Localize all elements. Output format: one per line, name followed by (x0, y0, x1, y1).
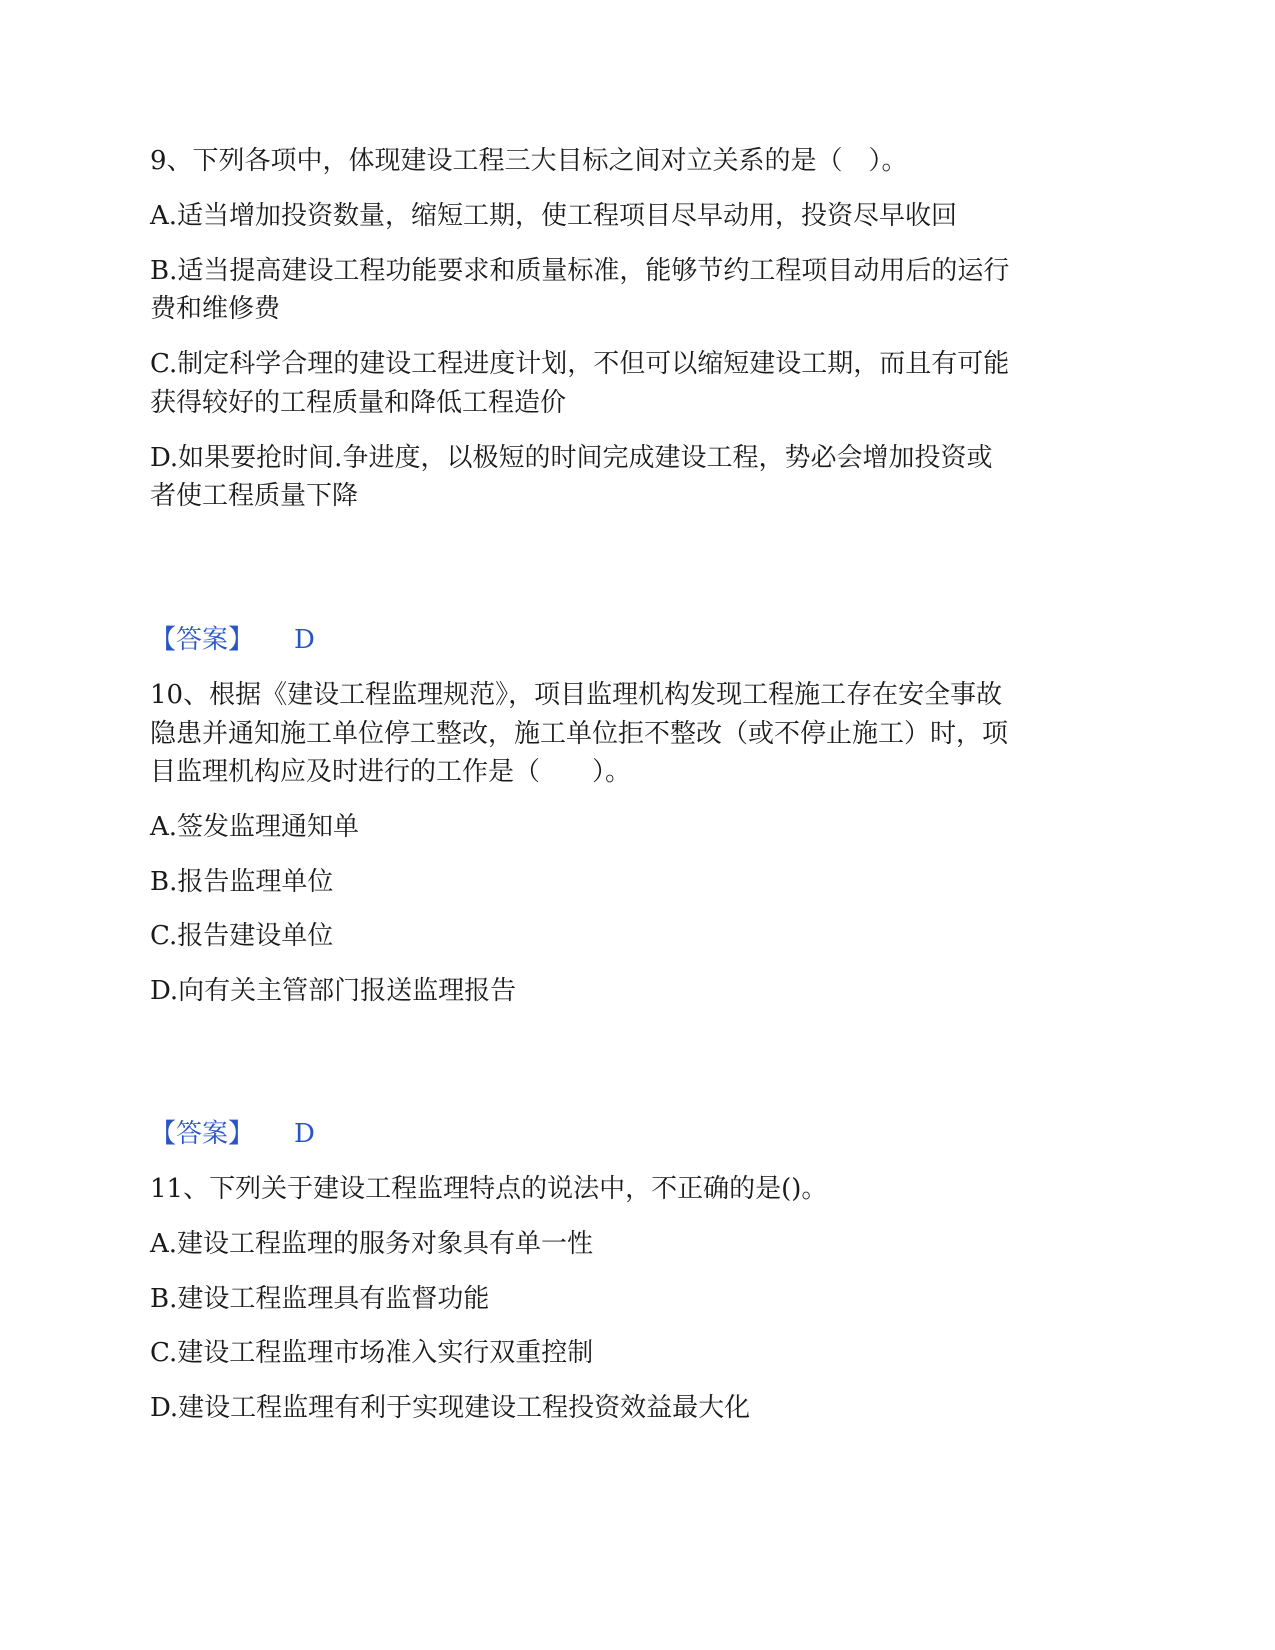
question-9-option-c-line2: 获得较好的工程质量和降低工程造价 (150, 388, 567, 418)
question-9-option-d-line2: 者使工程质量下降 (150, 481, 359, 511)
question-11-stem: 11、下列关于建设工程监理特点的说法中，不正确的是()。 (150, 1174, 828, 1204)
question-9-stem: 9、下列各项中，体现建设工程三大目标之间对立关系的是（ ）。 (150, 146, 908, 176)
question-10-option-c: C.报告建设单位 (150, 921, 334, 951)
answer-label: 【答案】 (150, 625, 255, 655)
question-10-option-a: A.签发监理通知单 (150, 812, 360, 842)
question-9-option-c-line1: C.制定科学合理的建设工程进度计划，不但可以缩短建设工期，而且有可能 (150, 349, 1010, 379)
question-9-option-a: A.适当增加投资数量，缩短工期，使工程项目尽早动用，投资尽早收回 (150, 201, 958, 231)
question-10-stem-line1: 10、根据《建设工程监理规范》，项目监理机构发现工程施工存在安全事故 (150, 680, 1003, 710)
answer-value: D (294, 1119, 315, 1149)
question-11-option-b: B.建设工程监理具有监督功能 (150, 1284, 490, 1314)
question-9-option-d-line1: D.如果要抢时间.争进度，以极短的时间完成建设工程，势必会增加投资或 (150, 443, 993, 473)
question-11-option-c: C.建设工程监理市场准入实行双重控制 (150, 1338, 594, 1368)
question-11-option-d: D.建设工程监理有利于实现建设工程投资效益最大化 (150, 1393, 751, 1423)
question-9-option-b-line1: B.适当提高建设工程功能要求和质量标准，能够节约工程项目动用后的运行 (150, 256, 1010, 286)
question-11-option-a: A.建设工程监理的服务对象具有单一性 (150, 1229, 594, 1259)
question-10-option-b: B.报告监理单位 (150, 867, 334, 897)
question-10-option-d: D.向有关主管部门报送监理报告 (150, 976, 517, 1006)
question-9-answer (150, 620, 315, 660)
question-10-stem-line2: 隐患并通知施工单位停工整改，施工单位拒不整改（或不停止施工）时，项 (150, 719, 1009, 749)
answer-label: 【答案】 (150, 1119, 255, 1149)
question-10-stem-line3: 目监理机构应及时进行的工作是（ ）。 (150, 757, 632, 787)
answer-value: D (294, 625, 315, 655)
question-9-option-b-line2: 费和维修费 (150, 294, 281, 324)
question-10-answer (150, 1114, 315, 1154)
